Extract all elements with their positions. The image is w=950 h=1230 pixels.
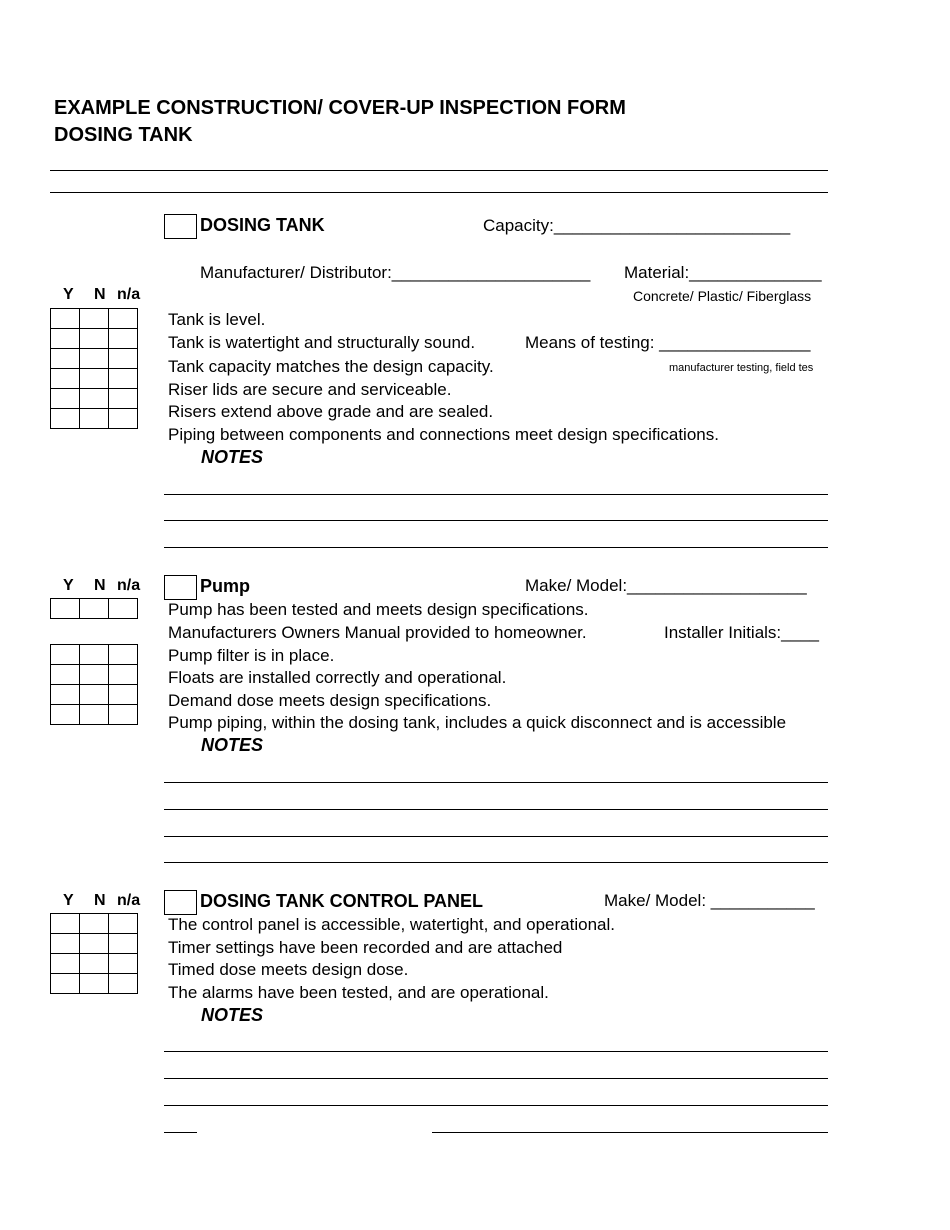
table-row xyxy=(51,369,138,389)
yes-checkbox[interactable] xyxy=(51,599,80,619)
form-subtitle: DOSING TANK xyxy=(54,124,193,146)
yn-header-na: n/a xyxy=(117,577,141,594)
list-item: Tank is level. xyxy=(168,310,266,329)
table-row xyxy=(51,599,138,619)
na-checkbox[interactable] xyxy=(109,685,138,705)
notes-label: NOTES xyxy=(201,1005,264,1025)
table-row xyxy=(51,974,138,994)
notes-label: NOTES xyxy=(201,735,264,755)
no-checkbox[interactable] xyxy=(80,329,109,349)
table-row xyxy=(51,309,138,329)
table-row xyxy=(51,645,138,665)
list-item: Timed dose meets design dose. xyxy=(168,960,409,979)
yn-checkbox-grid xyxy=(50,913,138,994)
control-panel-make-model-field[interactable]: Make/ Model: ___________ xyxy=(604,891,815,910)
form-title: EXAMPLE CONSTRUCTION/ COVER-UP INSPECTION FORM xyxy=(54,97,626,119)
signature-line[interactable] xyxy=(432,1132,828,1133)
list-item: Pump piping, within the dosing tank, includes a quick disconnect and is accessible xyxy=(168,713,787,732)
notes-label: NOTES xyxy=(201,447,264,467)
list-item: Manufacturers Owners Manual provided to homeowner. xyxy=(168,623,587,642)
list-item: Pump has been tested and meets design specifications. xyxy=(168,600,589,619)
means-of-testing-field[interactable]: Means of testing: ________________ xyxy=(525,333,811,352)
notes-line[interactable] xyxy=(164,836,828,837)
no-checkbox[interactable] xyxy=(80,974,109,994)
yn-header-y: Y xyxy=(63,286,74,303)
no-checkbox[interactable] xyxy=(80,665,109,685)
na-checkbox[interactable] xyxy=(109,954,138,974)
list-item: Timer settings have been recorded and are attached xyxy=(168,938,563,957)
no-checkbox[interactable] xyxy=(80,685,109,705)
na-checkbox[interactable] xyxy=(109,349,138,369)
list-item: Tank capacity matches the design capacity. xyxy=(168,357,494,376)
notes-line[interactable] xyxy=(164,1078,828,1079)
no-checkbox[interactable] xyxy=(80,645,109,665)
yn-header-y: Y xyxy=(63,892,74,909)
pump-make-model-field[interactable]: Make/ Model:___________________ xyxy=(525,576,807,595)
means-of-testing-hint: manufacturer testing, field tes xyxy=(669,362,814,374)
na-checkbox[interactable] xyxy=(109,409,138,429)
no-checkbox[interactable] xyxy=(80,934,109,954)
yes-checkbox[interactable] xyxy=(51,934,80,954)
list-item: Risers extend above grade and are sealed. xyxy=(168,402,494,421)
list-item: Tank is watertight and structurally sound. xyxy=(168,333,476,352)
na-checkbox[interactable] xyxy=(109,665,138,685)
table-row xyxy=(51,685,138,705)
divider xyxy=(50,170,828,171)
list-item: Piping between components and connections meet design specifications. xyxy=(168,425,719,444)
table-row xyxy=(51,329,138,349)
notes-line[interactable] xyxy=(164,809,828,810)
list-item: Demand dose meets design specifications. xyxy=(168,691,492,710)
signature-line-short[interactable] xyxy=(164,1132,197,1133)
no-checkbox[interactable] xyxy=(80,914,109,934)
table-row xyxy=(51,665,138,685)
yn-header-n: N xyxy=(94,577,106,594)
list-item: The control panel is accessible, watertight, and operational. xyxy=(168,915,615,934)
yn-checkbox-grid xyxy=(50,598,138,619)
yes-checkbox[interactable] xyxy=(51,329,80,349)
table-row xyxy=(51,934,138,954)
yes-checkbox[interactable] xyxy=(51,665,80,685)
na-checkbox[interactable] xyxy=(109,389,138,409)
no-checkbox[interactable] xyxy=(80,369,109,389)
manufacturer-field[interactable]: Manufacturer/ Distributor:_____________________ xyxy=(200,263,591,282)
na-checkbox[interactable] xyxy=(109,369,138,389)
control-panel-checkbox[interactable] xyxy=(164,890,197,915)
table-row xyxy=(51,954,138,974)
capacity-field[interactable]: Capacity:_________________________ xyxy=(483,216,791,235)
table-row xyxy=(51,389,138,409)
notes-line[interactable] xyxy=(164,862,828,863)
na-checkbox[interactable] xyxy=(109,914,138,934)
list-item: Pump filter is in place. xyxy=(168,646,335,665)
yes-checkbox[interactable] xyxy=(51,309,80,329)
na-checkbox[interactable] xyxy=(109,705,138,725)
no-checkbox[interactable] xyxy=(80,309,109,329)
na-checkbox[interactable] xyxy=(109,645,138,665)
yes-checkbox[interactable] xyxy=(51,389,80,409)
notes-line[interactable] xyxy=(164,520,828,521)
yes-checkbox[interactable] xyxy=(51,409,80,429)
yn-header-y: Y xyxy=(63,577,74,594)
section-title-control-panel: DOSING TANK CONTROL PANEL xyxy=(200,891,483,911)
dosing-tank-checkbox[interactable] xyxy=(164,214,197,239)
notes-line[interactable] xyxy=(164,1051,828,1052)
table-row xyxy=(51,409,138,429)
material-hint: Concrete/ Plastic/ Fiberglass xyxy=(633,288,812,304)
table-row xyxy=(51,705,138,725)
material-field[interactable]: Material:______________ xyxy=(624,263,822,282)
table-row xyxy=(51,349,138,369)
list-item: Riser lids are secure and serviceable. xyxy=(168,380,452,399)
no-checkbox[interactable] xyxy=(80,389,109,409)
yes-checkbox[interactable] xyxy=(51,369,80,389)
no-checkbox[interactable] xyxy=(80,954,109,974)
yn-header-n: N xyxy=(94,286,106,303)
no-checkbox[interactable] xyxy=(80,705,109,725)
yes-checkbox[interactable] xyxy=(51,645,80,665)
list-item: Floats are installed correctly and operational. xyxy=(168,668,507,687)
no-checkbox[interactable] xyxy=(80,409,109,429)
na-checkbox[interactable] xyxy=(109,599,138,619)
na-checkbox[interactable] xyxy=(109,934,138,954)
notes-line[interactable] xyxy=(164,782,828,783)
notes-line[interactable] xyxy=(164,1105,828,1106)
na-checkbox[interactable] xyxy=(109,329,138,349)
na-checkbox[interactable] xyxy=(109,309,138,329)
yn-checkbox-grid xyxy=(50,644,138,725)
notes-line[interactable] xyxy=(164,547,828,548)
pump-checkbox[interactable] xyxy=(164,575,197,600)
section-title-dosing-tank: DOSING TANK xyxy=(200,215,325,235)
no-checkbox[interactable] xyxy=(80,349,109,369)
yes-checkbox[interactable] xyxy=(51,914,80,934)
yn-header-n: N xyxy=(94,892,106,909)
list-item: The alarms have been tested, and are operational. xyxy=(168,983,549,1002)
yes-checkbox[interactable] xyxy=(51,685,80,705)
yes-checkbox[interactable] xyxy=(51,974,80,994)
notes-line[interactable] xyxy=(164,494,828,495)
na-checkbox[interactable] xyxy=(109,974,138,994)
divider xyxy=(50,192,828,193)
yes-checkbox[interactable] xyxy=(51,705,80,725)
yn-header-na: n/a xyxy=(117,286,141,303)
yes-checkbox[interactable] xyxy=(51,349,80,369)
yn-header-na: n/a xyxy=(117,892,141,909)
yes-checkbox[interactable] xyxy=(51,954,80,974)
section-title-pump: Pump xyxy=(200,576,251,596)
installer-initials-field[interactable]: Installer Initials:____ xyxy=(664,623,819,642)
yn-checkbox-grid xyxy=(50,308,138,429)
table-row xyxy=(51,914,138,934)
no-checkbox[interactable] xyxy=(80,599,109,619)
